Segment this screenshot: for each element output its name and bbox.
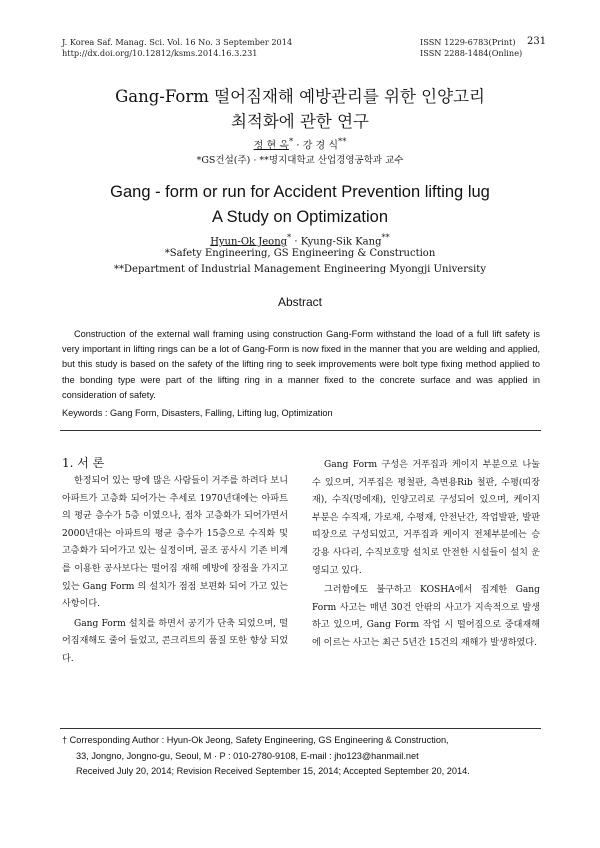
footnote-divider [60,728,541,729]
footnote-contact: 33, Jongno, Jongno-gu, Seoul, M · P : 010-2780-9108, E-mail : jho123@hanmail.net [76,750,419,761]
journal-citation: J. Korea Saf. Manag. Sci. Vol. 16 No. 3 September 2014 [62,37,293,47]
english-title [0,180,600,230]
english-author-1: Hyun-Ok Jeong [210,236,288,248]
issn-online: ISSN 2288-1484(Online) [420,48,523,58]
korean-author-2: 강 경 식 [302,140,339,152]
english-author-2: Kyung-Sik Kang [300,236,382,248]
running-header-right [420,37,522,59]
korean-author-1: 정 현 옥 [253,140,289,152]
body-paragraph: 그러함에도 불구하고 KOSHA에서 집계한 Gang Form 사고는 매년 30건 안팎의 사고가 지속적으로 발생하고 있으며, Gang Form 작업 시 떨어짐으로 중대재해에 이르는 사고는 최근 5년간 15건의 재해가 발생하였다. [312,585,540,648]
body-paragraph: 한정되어 있는 땅에 많은 사람들이 거주를 하려다 보니 아파트가 고층화 되어가는 추세로 1970년대에는 아파트의 평균 층수가 5층 이였으나, 점차 고층화가 되어가면서 2000년대는 아파트의 평균 층수가 15층으로 수직화 및 고층화가 되어가고 있는 실정이며, 골조 공사시 기존 비계를 이용한 공사보다는 떨어짐 재해 예방에 장점을 가지고 있는 Gang Form 의 설치가 점점 보편화 되어 가고 있는 사항이다. [62,476,288,610]
running-header-left [62,37,292,59]
issn-print: ISSN 1229-6783(Print) [420,37,516,47]
korean-title-line2: 최적화에 관한 연구 [230,112,369,131]
body-paragraph: Gang Form 설치를 하면서 공기가 단축 되었으며, 떨어짐재해도 줄어 들었고, 콘크리트의 품질 또한 향상 되었다. [62,618,288,664]
body-column-right [312,457,540,655]
body-column-left [62,455,288,671]
english-author-2-mark: ** [381,232,390,242]
page-number: 231 [527,36,547,47]
section-divider [60,430,541,431]
korean-title [0,84,600,134]
english-affiliation-2: **Department of Industrial Management Engineering Myongji University [114,264,486,275]
korean-authors [0,136,600,151]
korean-title-line1: Gang-Form 떨어짐재해 예방관리를 위한 인양고리 [115,87,485,106]
abstract-text: Construction of the external wall framing using construction Gang-Form withstand the load of a full lift safety is very important in lifting rings can be a lot of Gang-Form is now fixed in the manner that you are welding and applied, but this study is based on the safety of the lifting ring to seek improvements were bolt type fixing method applied to the bonding type were part of the lifting ring in a manner fixed to the concrete surface and was applied in consideration of safety. [62,329,540,400]
body-paragraph: Gang Form 구성은 거푸집과 케이지 부분으로 나눌 수 있으며, 거푸집은 평철판, 측변용Rib 철판, 수평(띠장재), 수직(멍에재), 인양고리로 구성되어 있으며, 케이지 부분은 수직재, 가로재, 수평재, 안전난간, 작업발판, 발판띠장으로 구성되었고, 거푸집과 케이지 전체부분에는 승강용 사다리, 수직보호망 설치로 안전한 시설들이 설치 운영되고 있다. [312,460,540,576]
author-separator: · [293,140,303,152]
english-affiliation-1: *Safety Engineering, GS Engineering & Construction [164,248,436,259]
korean-affiliation: *GS건설(주) · **명지대학교 산업경영공학과 교수 [196,155,404,166]
english-author-1-mark: * [287,232,292,242]
footnote [62,733,542,780]
doi-link[interactable]: http://dx.doi.org/10.12812/ksms.2014.16.3.231 [62,48,258,58]
english-authors [0,232,600,247]
author-separator: · [291,236,301,248]
korean-author-1-mark: * [288,136,294,146]
footnote-dates: Received July 20, 2014; Revision Received September 15, 2014; Accepted September 20, 2014. [76,766,470,776]
korean-author-2-mark: ** [338,136,347,146]
footnote-corresponding-author: † Corresponding Author : Hyun-Ok Jeong, Safety Engineering, GS Engineering & Construction, [62,735,449,745]
abstract-heading: Abstract [277,295,322,309]
english-title-line2: A Study on Optimization [211,208,389,226]
section-heading: 1. 서 론 [62,456,105,470]
keywords: Keywords : Gang Form, Disasters, Falling, Lifting lug, Optimization [62,408,333,418]
english-title-line1: Gang - form or run for Accident Prevention lifting lug [110,183,490,201]
